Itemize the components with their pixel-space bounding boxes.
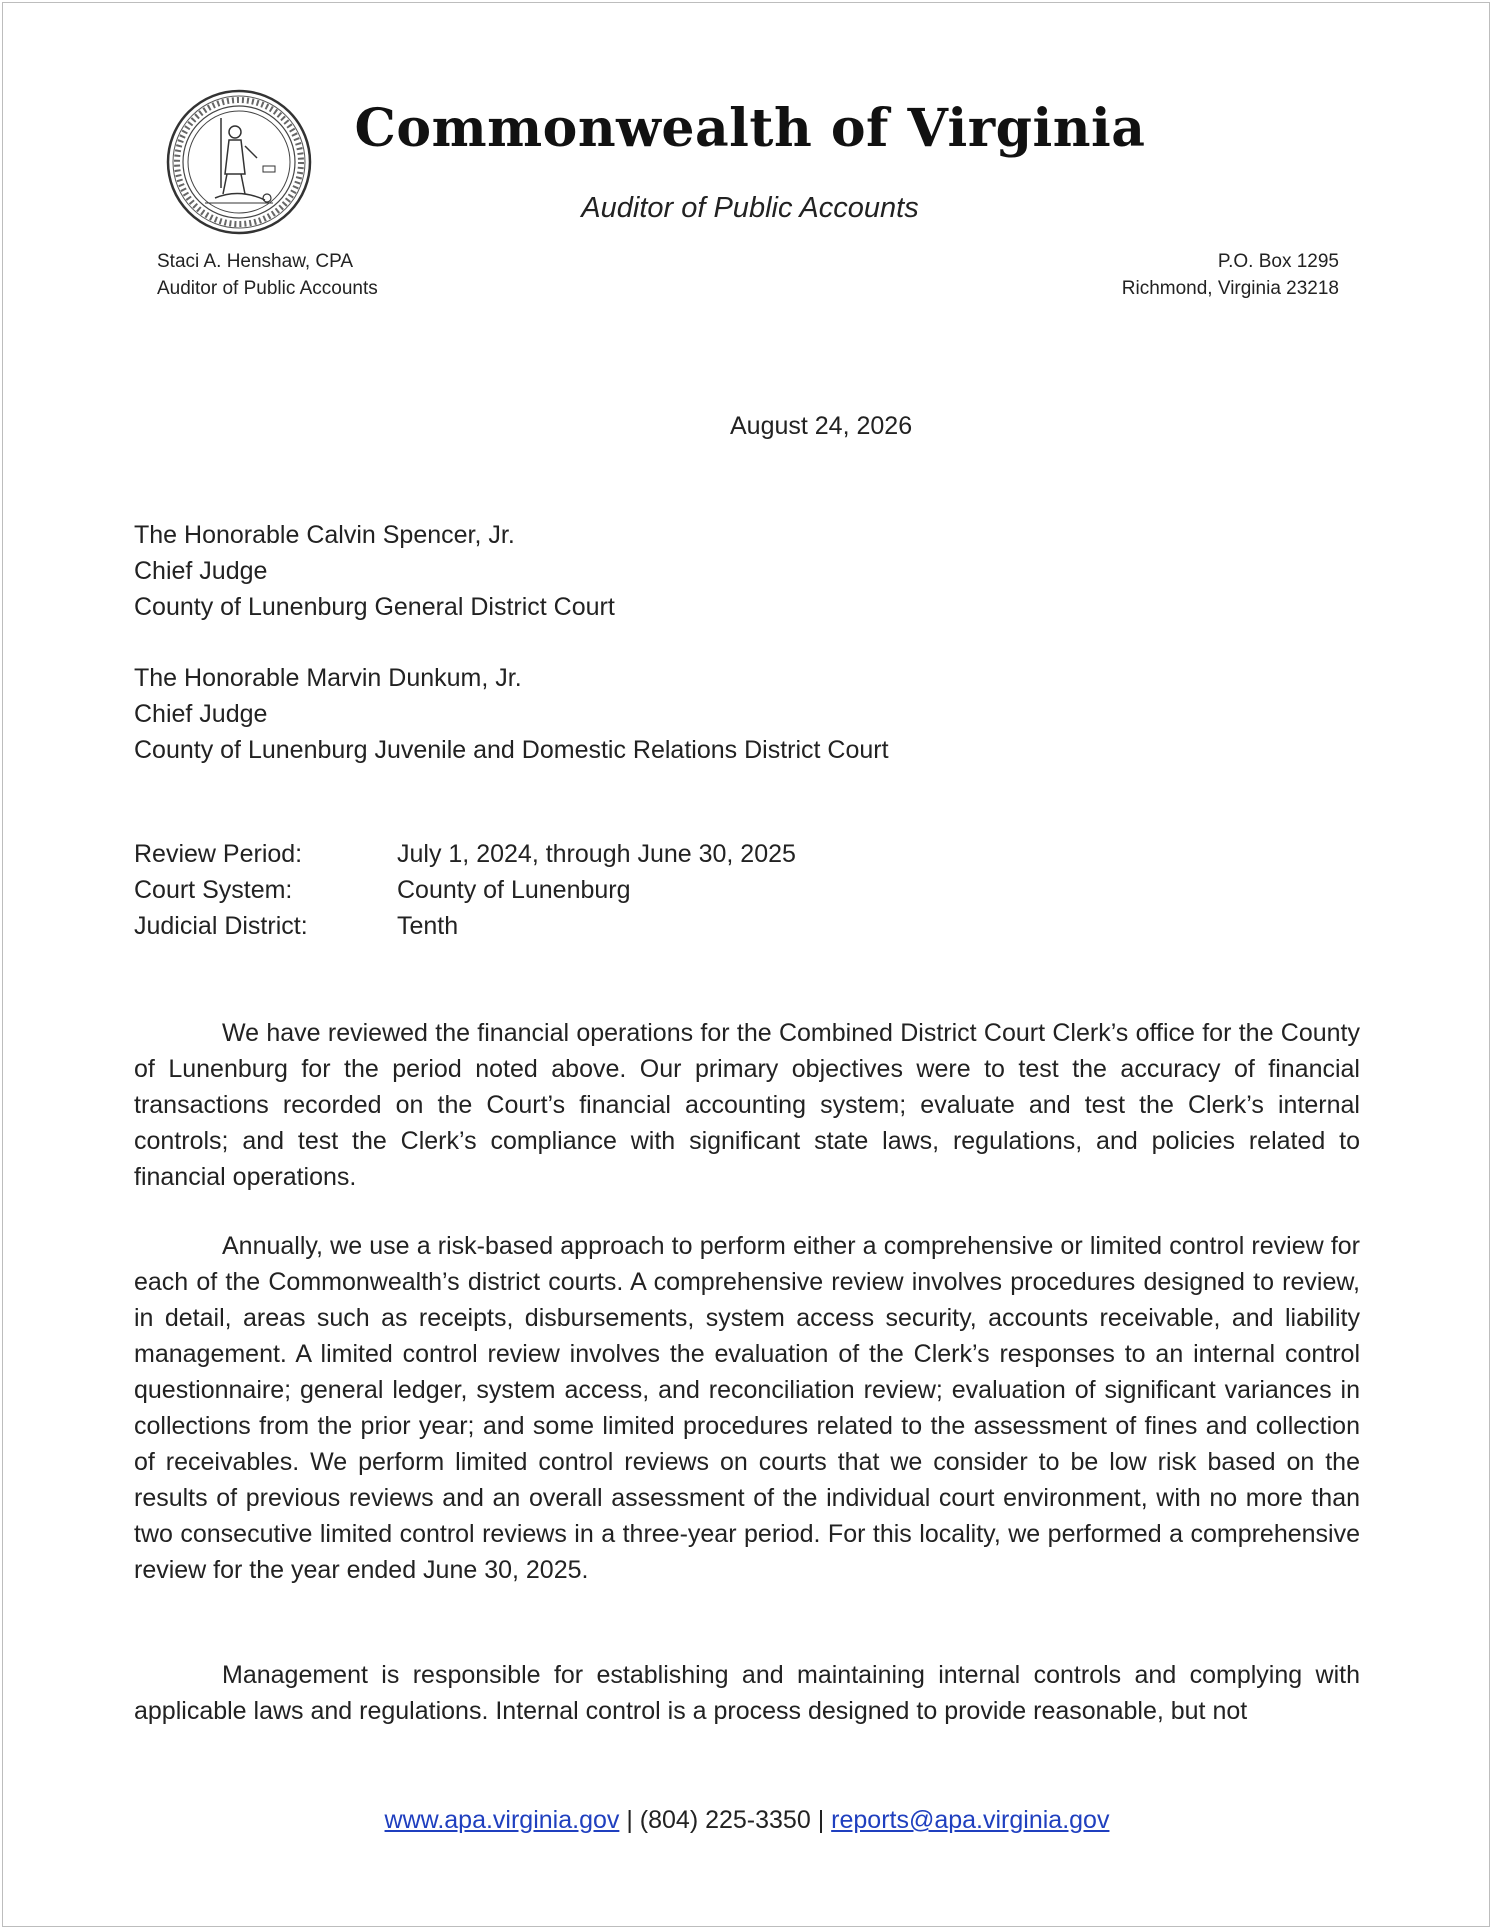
recipient-block	[134, 517, 615, 625]
auditor-name: Staci A. Henshaw, CPA	[157, 251, 354, 272]
review-value: July 1, 2024, through June 30, 2025	[397, 840, 796, 868]
address-line-1: P.O. Box 1295	[1217, 251, 1339, 272]
review-info-table	[134, 836, 796, 944]
review-label: Judicial District:	[134, 912, 308, 940]
agency-subtitle: Auditor of Public Accounts	[581, 192, 919, 224]
footer	[0, 1806, 1494, 1835]
footer-separator: |	[817, 1806, 825, 1834]
review-row	[134, 908, 796, 944]
auditor-block	[157, 248, 378, 302]
review-row	[134, 872, 796, 908]
recipient-title: Chief Judge	[134, 700, 268, 728]
recipient-name: The Honorable Calvin Spencer, Jr.	[134, 521, 515, 549]
virginia-state-seal-icon	[165, 88, 313, 236]
body-paragraph: We have reviewed the financial operations for the Combined District Court Clerk’s office for the County of Lunenburg for the period noted above. Our primary objectives were to test the accuracy of financial transactions recorded on the Court’s financial accounting system; evaluate and test the Clerk’s internal controls; and test the Clerk’s compliance with significant state laws, regulations, and policies related to financial operations.	[134, 1019, 1360, 1191]
address-line-2: Richmond, Virginia 23218	[1121, 278, 1339, 299]
recipient-court: County of Lunenburg Juvenile and Domestic Relations District Court	[134, 736, 889, 764]
recipient-court: County of Lunenburg General District Court	[134, 593, 615, 621]
website-link[interactable]: www.apa.virginia.gov	[384, 1806, 620, 1834]
auditor-title: Auditor of Public Accounts	[157, 278, 378, 299]
review-value: Tenth	[397, 912, 459, 940]
body-paragraph: Annually, we use a risk-based approach to perform either a comprehensive or limited control review for each of the Commonwealth’s district courts. A comprehensive review involves procedures designed to review, in detail, areas such as receipts, disbursements, system access security, accounts receivable, and liability management. A limited control review involves the evaluation of the Clerk’s responses to an internal control questionnaire; general ledger, system access, and reconciliation review; evaluation of significant variances in collections from the prior year; and some limited procedures related to the assessment of fines and collection of receivables. We perform limited control reviews on courts that we consider to be low risk based on the results of previous reviews and an overall assessment of the individual court environment, with no more than two consecutive limited control reviews in a three-year period. For this locality, we performed a comprehensive review for the year ended June 30, 2025.	[134, 1232, 1360, 1584]
review-label: Court System:	[134, 876, 293, 904]
recipient-name: The Honorable Marvin Dunkum, Jr.	[134, 664, 522, 692]
footer-separator: |	[626, 1806, 633, 1834]
body-paragraph: Management is responsible for establishing and maintaining internal controls and complying with applicable laws and regulations. Internal control is a process designed to provide reasonable, but not	[134, 1661, 1360, 1725]
review-label: Review Period:	[134, 840, 303, 868]
letter-date: August 24, 2026	[730, 412, 913, 440]
email-link[interactable]: reports@apa.virginia.gov	[831, 1806, 1110, 1834]
phone-number: (804) 225-3350	[639, 1806, 811, 1834]
review-row	[134, 836, 796, 872]
recipient-block	[134, 660, 889, 768]
review-value: County of Lunenburg	[397, 876, 631, 904]
mailing-address-block	[1122, 248, 1339, 302]
agency-title: Commonwealth of Virginia	[354, 98, 1146, 159]
recipient-title: Chief Judge	[134, 557, 268, 585]
